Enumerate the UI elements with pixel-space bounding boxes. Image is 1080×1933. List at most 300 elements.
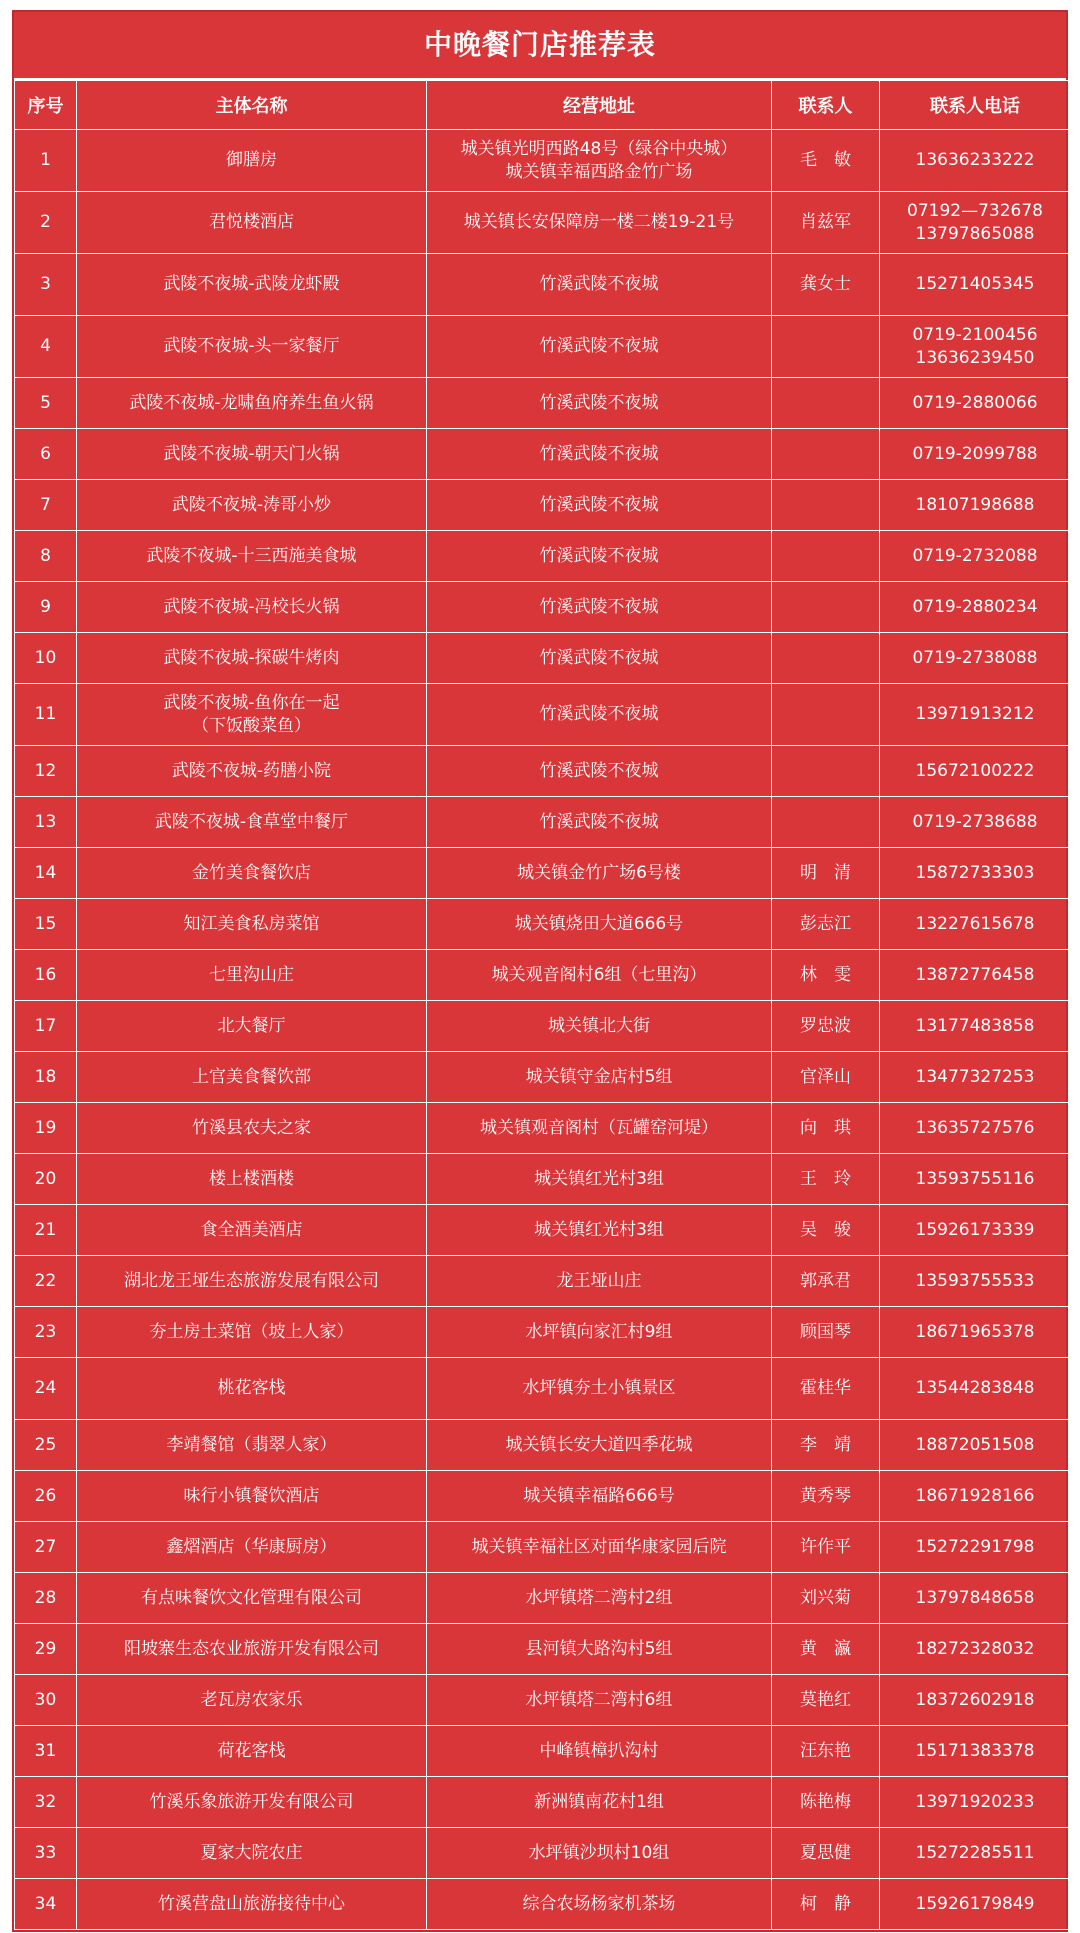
cell-contact: 许作平 [772,1522,880,1573]
cell-address-line: 综合农场杨家机茶场 [522,1893,676,1914]
cell-phone [880,684,1071,746]
cell-contact [772,429,880,480]
cell-name [77,684,427,746]
cell-phone-line: 15272291798 [915,1536,1035,1557]
cell-name [77,1052,427,1103]
table-row [15,1001,1071,1052]
cell-contact: 明 清 [772,848,880,899]
cell-contact: 龚女士 [772,254,880,316]
cell-phone-line: 13971920233 [915,1791,1035,1812]
cell-no: 14 [15,848,77,899]
cell-phone [880,130,1071,192]
cell-contact: 莫艳红 [772,1675,880,1726]
cell-name-line: 金竹美食餐饮店 [192,862,311,883]
cell-address-line: 水坪镇塔二湾村6组 [525,1689,673,1710]
cell-address [427,950,772,1001]
cell-name [77,746,427,797]
cell-address-line: 城关镇北大街 [548,1015,650,1036]
cell-no: 8 [15,531,77,582]
cell-phone [880,531,1071,582]
cell-name [77,1675,427,1726]
table-row [15,1103,1071,1154]
cell-name-line: 武陵不夜城-朝天门火锅 [163,443,340,464]
cell-name-line: 武陵不夜城-涛哥小炒 [171,494,332,515]
cell-name [77,848,427,899]
cell-no: 33 [15,1828,77,1879]
cell-phone-line: 15272285511 [915,1842,1035,1863]
cell-contact: 肖兹军 [772,192,880,254]
cell-phone-line: 13544283848 [915,1378,1035,1398]
cell-phone-line: 07192—732678 [907,200,1043,221]
cell-address-line: 竹溪武陵不夜城 [539,443,659,464]
cell-name-line: 李靖餐馆（翡翠人家） [166,1434,337,1455]
cell-phone [880,316,1071,378]
cell-address-line: 城关镇观音阁村（瓦罐窑河堤） [480,1117,718,1138]
cell-phone-line: 18671965378 [915,1321,1035,1342]
cell-phone [880,1103,1071,1154]
cell-name [77,1358,427,1420]
table-row [15,1358,1071,1420]
cell-contact: 李 靖 [772,1420,880,1471]
table-row [15,1573,1071,1624]
cell-no: 5 [15,378,77,429]
cell-phone-line: 13636233222 [915,150,1035,170]
cell-no: 28 [15,1573,77,1624]
table-row [15,1879,1071,1930]
header-phone: 联系人电话 [880,81,1071,130]
cell-contact [772,316,880,378]
cell-name-line: 七里沟山庄 [209,964,294,985]
cell-name-line: 老瓦房农家乐 [200,1689,303,1710]
header-no: 序号 [15,81,77,130]
cell-phone [880,1052,1071,1103]
table-row [15,1205,1071,1256]
cell-phone-line: 13872776458 [915,964,1035,985]
cell-name-line: 武陵不夜城-武陵龙虾殿 [163,274,340,294]
cell-phone-line: 18372602918 [915,1689,1035,1710]
cell-phone [880,1573,1071,1624]
cell-name [77,1624,427,1675]
cell-name-line: 阳坡寨生态农业旅游开发有限公司 [124,1638,379,1659]
cell-phone [880,1205,1071,1256]
cell-contact: 罗忠波 [772,1001,880,1052]
table-row [15,1052,1071,1103]
cell-name [77,316,427,378]
cell-no: 26 [15,1471,77,1522]
table-row [15,316,1071,378]
table-row [15,633,1071,684]
table-row [15,1420,1071,1471]
cell-phone-line: 0719-2738688 [912,811,1038,832]
cell-phone [880,1624,1071,1675]
table-title: 中晚餐门店推荐表 [14,12,1066,80]
cell-phone [880,1358,1071,1420]
cell-phone-line: 15271405345 [915,274,1035,294]
cell-phone [880,1307,1071,1358]
cell-address [427,797,772,848]
cell-address-line: 县河镇大路沟村5组 [525,1638,673,1659]
cell-address-line: 城关镇烧田大道666号 [514,913,684,934]
cell-address [427,633,772,684]
cell-address [427,1879,772,1930]
cell-name [77,1420,427,1471]
cell-contact [772,797,880,848]
cell-address-line: 竹溪武陵不夜城 [539,704,659,724]
cell-phone-line: 13593755533 [915,1270,1035,1291]
cell-address-line: 城关镇守金店村5组 [525,1066,673,1087]
cell-address [427,1420,772,1471]
header-row [15,81,1071,130]
cell-phone [880,899,1071,950]
cell-phone-line: 18872051508 [915,1434,1035,1455]
cell-phone [880,797,1071,848]
cell-address [427,1052,772,1103]
cell-name-line: 北大餐厅 [217,1015,286,1036]
cell-no: 4 [15,316,77,378]
cell-address [427,1675,772,1726]
cell-address-line: 城关镇红光村3组 [534,1219,664,1240]
cell-address-line: 竹溪武陵不夜城 [539,811,659,832]
cell-no: 24 [15,1358,77,1420]
cell-name [77,1573,427,1624]
cell-phone-line: 18272328032 [915,1638,1035,1659]
cell-address-line: 竹溪武陵不夜城 [539,274,659,294]
cell-address-line: 城关镇金竹广场6号楼 [517,862,681,883]
cell-phone-line: 15872733303 [915,862,1035,883]
table-row [15,192,1071,254]
cell-phone-line: 0719-2880234 [912,596,1038,617]
cell-no: 30 [15,1675,77,1726]
table-row [15,746,1071,797]
table-row [15,1624,1071,1675]
cell-name [77,1879,427,1930]
cell-contact [772,378,880,429]
cell-name-line: 武陵不夜城-探碳牛烤肉 [163,647,340,668]
cell-no: 16 [15,950,77,1001]
table-row [15,1675,1071,1726]
table-row [15,531,1071,582]
cell-address-line: 城关镇红光村3组 [534,1168,664,1189]
cell-no: 25 [15,1420,77,1471]
cell-address-line: 城关镇幸福路666号 [523,1485,675,1506]
cell-name [77,797,427,848]
cell-address [427,1154,772,1205]
cell-name [77,480,427,531]
cell-no: 27 [15,1522,77,1573]
cell-name-line: 君悦楼酒店 [209,212,294,232]
cell-phone [880,1522,1071,1573]
cell-address [427,1777,772,1828]
cell-no: 22 [15,1256,77,1307]
cell-name-line: 竹溪乐象旅游开发有限公司 [149,1791,354,1812]
cell-name [77,633,427,684]
cell-no: 6 [15,429,77,480]
cell-name [77,1001,427,1052]
cell-address [427,1001,772,1052]
cell-contact: 林 雯 [772,950,880,1001]
cell-no: 3 [15,254,77,316]
cell-name [77,130,427,192]
table-row [15,848,1071,899]
cell-contact [772,531,880,582]
cell-name-line: 御膳房 [226,150,277,170]
cell-no: 12 [15,746,77,797]
cell-contact: 彭志江 [772,899,880,950]
cell-contact: 黄 瀛 [772,1624,880,1675]
cell-name-line: 荷花客栈 [217,1740,286,1761]
table-row [15,1828,1071,1879]
cell-address [427,1358,772,1420]
table-body [15,130,1071,1930]
cell-name [77,378,427,429]
cell-address [427,848,772,899]
cell-phone-line: 0719-2732088 [912,545,1038,566]
cell-address-line: 竹溪武陵不夜城 [539,760,659,781]
cell-address-line: 水坪镇夯土小镇景区 [522,1378,676,1398]
cell-phone [880,1001,1071,1052]
cell-name-line: 桃花客栈 [217,1378,286,1398]
cell-contact [772,684,880,746]
cell-address-line: 竹溪武陵不夜城 [539,596,659,617]
cell-no: 1 [15,130,77,192]
cell-name [77,429,427,480]
cell-address [427,1205,772,1256]
cell-no: 18 [15,1052,77,1103]
cell-name [77,1307,427,1358]
cell-name [77,582,427,633]
cell-name-line: 有点味餐饮文化管理有限公司 [141,1587,362,1608]
cell-phone [880,1828,1071,1879]
cell-phone [880,582,1071,633]
cell-no: 17 [15,1001,77,1052]
cell-name-line: 武陵不夜城-食草堂中餐厅 [154,811,349,832]
cell-name [77,1471,427,1522]
cell-phone-line: 13635727576 [915,1117,1035,1138]
cell-no: 15 [15,899,77,950]
cell-name-line: 夏家大院农庄 [200,1842,303,1863]
cell-address [427,1573,772,1624]
cell-name-line: （下饭酸菜鱼） [192,715,311,736]
cell-phone [880,429,1071,480]
cell-phone [880,1420,1071,1471]
table-row [15,1777,1071,1828]
cell-phone-line: 13477327253 [915,1066,1035,1087]
cell-address-line: 竹溪武陵不夜城 [539,336,659,356]
cell-phone-line: 13971913212 [915,704,1035,724]
table-row [15,480,1071,531]
cell-address [427,1471,772,1522]
table-row [15,684,1071,746]
cell-contact: 向 琪 [772,1103,880,1154]
cell-no: 19 [15,1103,77,1154]
cell-contact: 刘兴菊 [772,1573,880,1624]
cell-address [427,480,772,531]
table-row [15,1307,1071,1358]
table-row [15,1256,1071,1307]
cell-phone-line: 0719-2100456 [912,324,1038,345]
cell-phone-line: 0719-2880066 [912,392,1038,413]
cell-phone [880,1154,1071,1205]
cell-phone [880,1471,1071,1522]
table-row [15,1726,1071,1777]
cell-name [77,1205,427,1256]
table-row [15,1154,1071,1205]
cell-contact: 汪东艳 [772,1726,880,1777]
cell-contact: 黄秀琴 [772,1471,880,1522]
cell-contact: 王 玲 [772,1154,880,1205]
header-name: 主体名称 [77,81,427,130]
cell-address-line: 竹溪武陵不夜城 [539,494,659,515]
cell-address-line: 竹溪武陵不夜城 [539,545,659,566]
cell-address-line: 城关镇幸福社区对面华康家园后院 [471,1536,727,1557]
cell-no: 20 [15,1154,77,1205]
cell-name-line: 鑫熠酒店（华康厨房） [166,1536,337,1557]
cell-phone-line: 13636239450 [915,347,1035,368]
table-row [15,254,1071,316]
table-row [15,1522,1071,1573]
restaurant-table [14,80,1071,1930]
cell-name-line: 竹溪县农夫之家 [192,1117,311,1138]
cell-name [77,531,427,582]
cell-no: 29 [15,1624,77,1675]
cell-name-line: 食全酒美酒店 [200,1219,303,1240]
cell-phone-line: 0719-2099788 [912,443,1038,464]
cell-phone [880,1879,1071,1930]
cell-address [427,746,772,797]
cell-phone [880,1726,1071,1777]
cell-phone-line: 13797848658 [915,1587,1035,1608]
cell-name-line: 武陵不夜城-十三西施美食城 [146,545,357,566]
cell-contact: 吴 骏 [772,1205,880,1256]
cell-contact: 毛 敏 [772,130,880,192]
cell-phone-line: 13593755116 [915,1168,1035,1189]
cell-address-line: 城关镇长安保障房一楼二楼19-21号 [463,212,735,232]
cell-name [77,899,427,950]
cell-phone [880,254,1071,316]
cell-address-line: 新洲镇南花村1组 [534,1791,664,1812]
cell-phone-line: 15926173339 [915,1219,1035,1240]
table-row [15,378,1071,429]
cell-name [77,1103,427,1154]
cell-address-line: 龙王垭山庄 [556,1270,642,1291]
cell-name-line: 武陵不夜城-药膳小院 [171,760,332,781]
cell-no: 9 [15,582,77,633]
cell-name [77,950,427,1001]
cell-phone-line: 15672100222 [915,760,1035,781]
cell-contact [772,480,880,531]
cell-address-line: 城关观音阁村6组（七里沟） [491,964,707,985]
cell-phone-line: 15926179849 [915,1893,1035,1914]
cell-contact: 顾国琴 [772,1307,880,1358]
cell-phone [880,378,1071,429]
cell-name-line: 武陵不夜城-头一家餐厅 [163,336,340,356]
cell-no: 7 [15,480,77,531]
cell-no: 31 [15,1726,77,1777]
cell-address [427,582,772,633]
cell-name-line: 知江美食私房菜馆 [183,913,320,934]
cell-phone-line: 18107198688 [915,494,1035,515]
cell-address [427,531,772,582]
cell-name [77,254,427,316]
header-contact: 联系人 [772,81,880,130]
cell-name-line: 楼上楼酒楼 [209,1168,294,1189]
cell-no: 32 [15,1777,77,1828]
cell-no: 23 [15,1307,77,1358]
cell-no: 21 [15,1205,77,1256]
cell-address [427,316,772,378]
cell-phone [880,192,1071,254]
cell-contact: 陈艳梅 [772,1777,880,1828]
cell-name [77,1828,427,1879]
header-address: 经营地址 [427,81,772,130]
cell-name-line: 湖北龙王垭生态旅游发展有限公司 [124,1270,379,1291]
cell-address [427,1307,772,1358]
cell-address [427,684,772,746]
cell-address [427,1522,772,1573]
cell-name-line: 夯土房土菜馆（坡上人家） [149,1321,354,1342]
cell-phone-line: 13797865088 [915,223,1035,244]
cell-phone-line: 13227615678 [915,913,1035,934]
cell-no: 13 [15,797,77,848]
cell-name [77,1726,427,1777]
cell-address-line: 城关镇幸福西路金竹广场 [505,161,693,182]
cell-no: 34 [15,1879,77,1930]
cell-address [427,1256,772,1307]
cell-name-line: 竹溪营盘山旅游接待中心 [158,1893,345,1914]
cell-contact [772,633,880,684]
cell-name [77,1777,427,1828]
recommendation-sheet [12,10,1068,1932]
table-row [15,1471,1071,1522]
cell-name-line: 武陵不夜城-冯校长火锅 [163,596,340,617]
cell-address [427,429,772,480]
table-row [15,582,1071,633]
cell-phone [880,950,1071,1001]
cell-no: 11 [15,684,77,746]
cell-address-line: 城关镇光明西路48号（绿谷中央城） [460,138,738,159]
cell-contact: 霍桂华 [772,1358,880,1420]
cell-name-line: 武陵不夜城-鱼你在一起 [163,692,340,713]
cell-no: 2 [15,192,77,254]
cell-phone [880,1777,1071,1828]
table-row [15,130,1071,192]
cell-address-line: 水坪镇向家汇村9组 [525,1321,673,1342]
cell-address-line: 竹溪武陵不夜城 [539,647,659,668]
cell-contact: 郭承君 [772,1256,880,1307]
cell-address-line: 城关镇长安大道四季花城 [505,1434,693,1455]
cell-phone [880,848,1071,899]
cell-address [427,130,772,192]
cell-address [427,1828,772,1879]
cell-contact [772,582,880,633]
cell-phone [880,633,1071,684]
cell-name [77,1154,427,1205]
cell-address [427,378,772,429]
cell-address [427,254,772,316]
cell-name-line: 武陵不夜城-龙啸鱼府养生鱼火锅 [129,392,374,413]
cell-address [427,1624,772,1675]
cell-phone-line: 13177483858 [915,1015,1035,1036]
cell-address [427,1103,772,1154]
cell-contact [772,746,880,797]
cell-name-line: 上官美食餐饮部 [192,1066,311,1087]
cell-contact: 柯 静 [772,1879,880,1930]
cell-address-line: 水坪镇沙坝村10组 [528,1842,670,1863]
cell-name [77,1522,427,1573]
cell-name [77,192,427,254]
cell-phone [880,746,1071,797]
cell-contact: 夏思健 [772,1828,880,1879]
